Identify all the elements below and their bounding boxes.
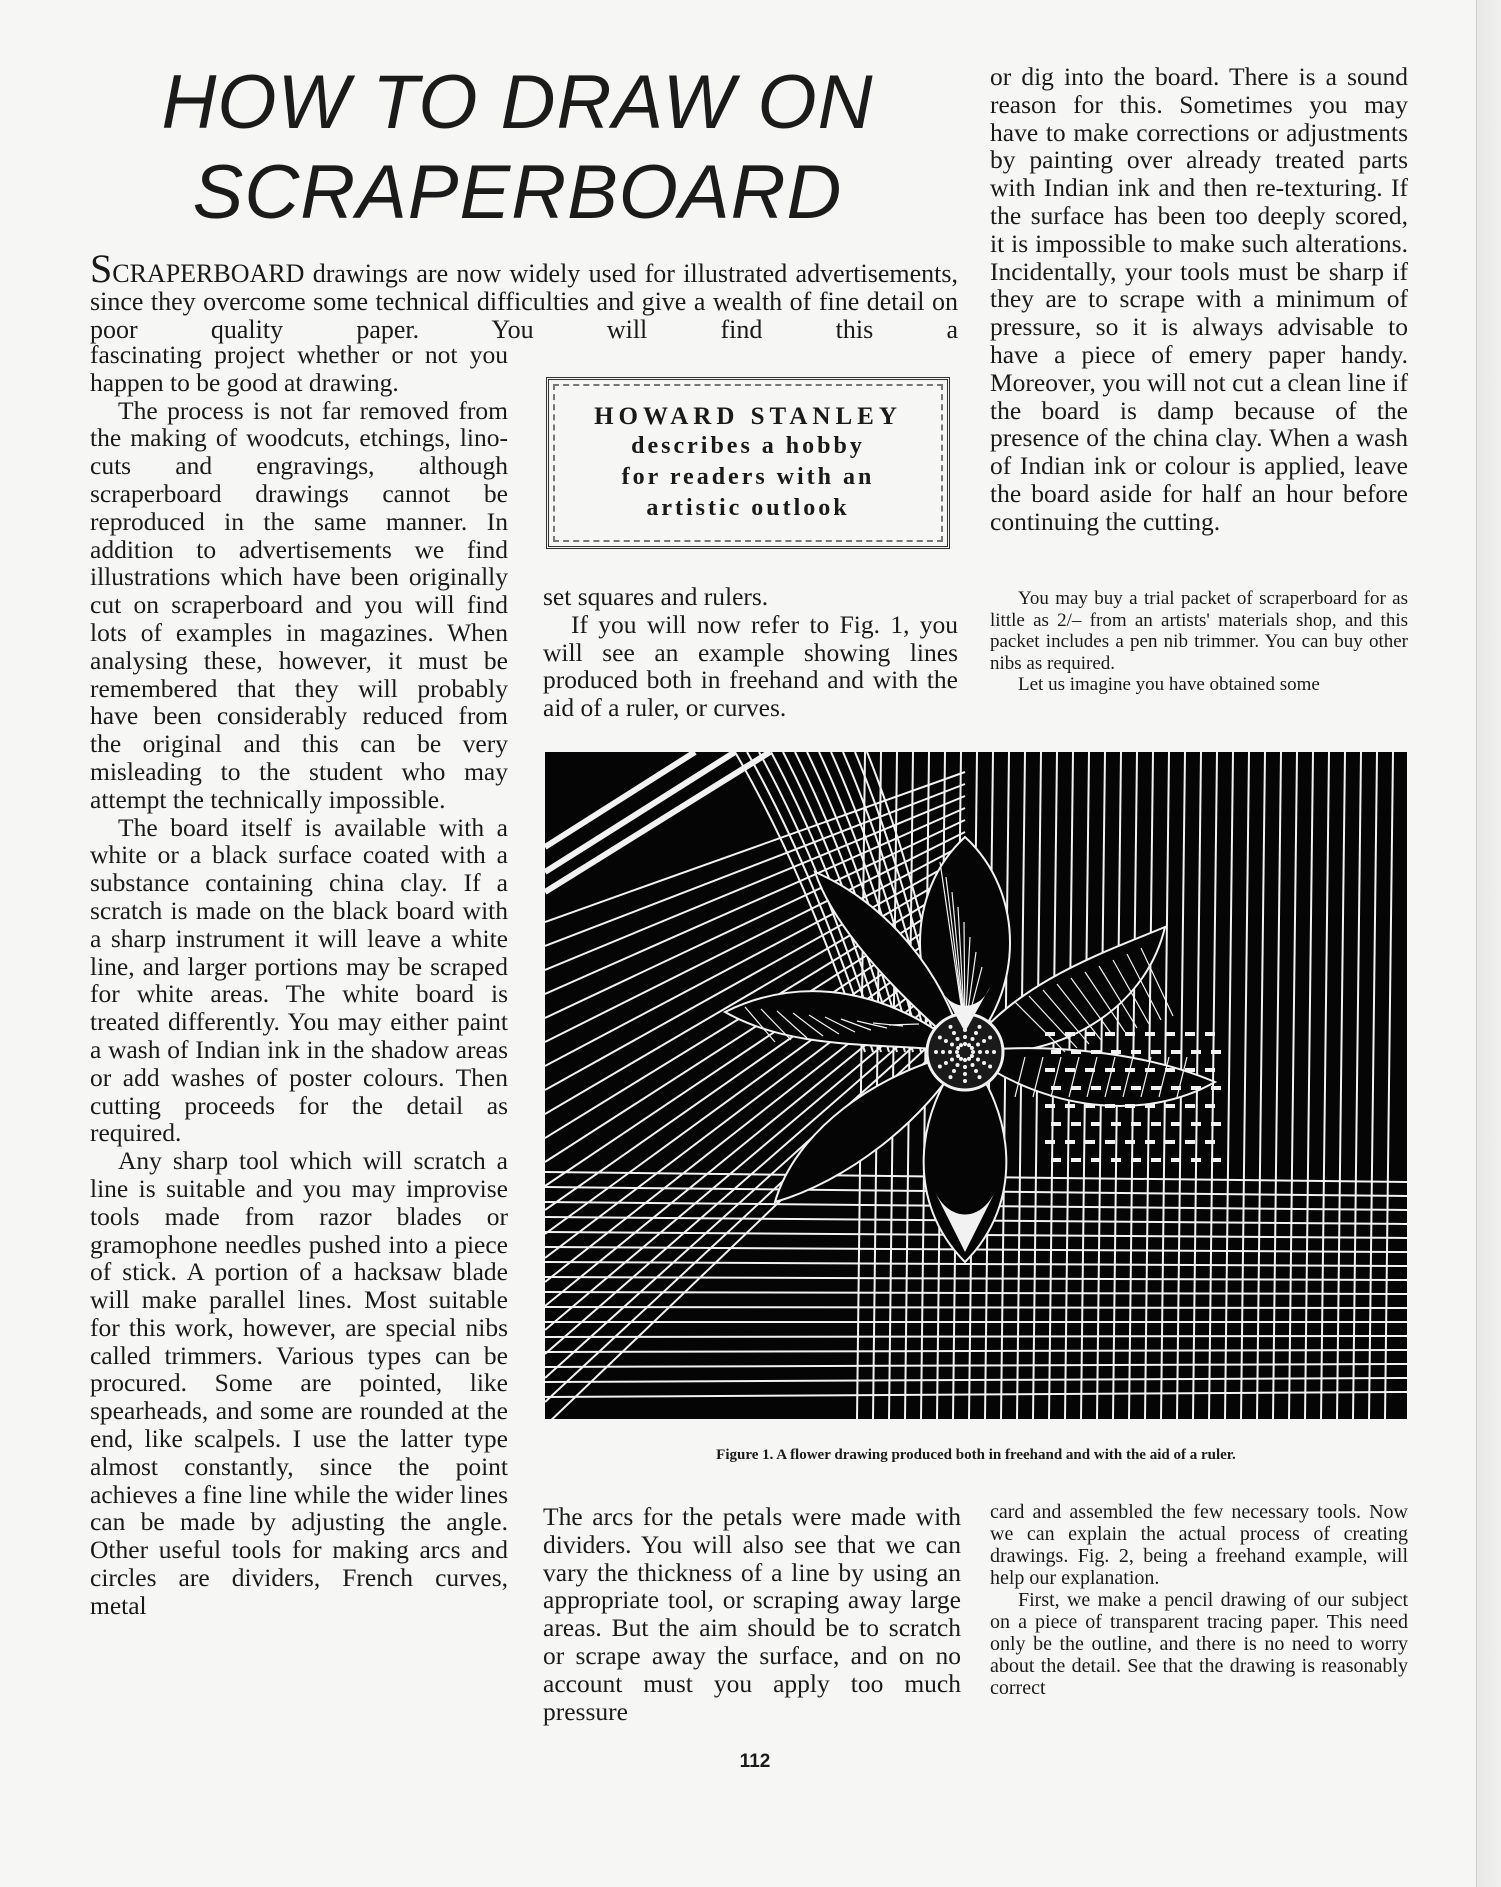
column-left	[90, 341, 508, 1620]
paragraph: Any sharp tool which will scratch a line is suitable and you may improvise tools made from razor blades or gramophone needles pushed into a piece of stick. A portion of a hacksaw blade will make parallel lines. Most suitable for this work, however, are special nibs called trimmers. Various types can be procured. Some are pointed, like spearheads, and some are rounded at the end, like scalpels. I use the latter type almost constantly, since the point achieves a fine line while the wider lines can be made by adjusting the angle. Other useful tools for making arcs and circles are dividers, French curves, metal	[90, 1146, 508, 1620]
author-name: HOWARD STANLEY	[594, 402, 902, 430]
intro-paragraph	[90, 246, 958, 344]
paragraph: You may buy a trial packet of scraperboard for as little as 2/– from an artists' materials shop, and this packet includes a pen nib trimmer. You can buy other nibs as required.	[990, 588, 1408, 674]
article-title	[90, 58, 945, 238]
byline-line: for readers with an	[621, 463, 875, 490]
paragraph: fascinating project whether or not you happen to be good at drawing.	[90, 340, 508, 397]
byline-line: describes a hobby	[631, 432, 865, 459]
paragraph: If you will now refer to Fig. 1, you will see an example showing lines produced both in freehand and with the aid of a ruler, or curves.	[543, 609, 958, 723]
drop-cap: S	[90, 246, 113, 291]
figure-scraperboard-flower	[545, 752, 1407, 1419]
paragraph: card and assembled the few necessary tools. Now we can explain the actual process of creating drawings. Fig. 2, being a freehand example, will help our explanation.	[990, 1501, 1408, 1589]
intro-text: CRAPERBOARD drawings are now widely used for illustrated advertisements, since they overcome some technical difficulties and give a wealth of fine detail on poor quality paper. You will find this a	[90, 259, 958, 344]
title-line-2: SCRAPERBOARD	[192, 150, 843, 235]
paragraph: First, we make a pencil drawing of our subject on a piece of transparent tracing paper. This need only be the outline, and there is no need to worry about the detail. See that the drawing is reasonably correct	[990, 1589, 1408, 1699]
column-right-bottom	[990, 1501, 1408, 1699]
page-edge	[1476, 0, 1501, 1887]
byline-line: artistic outlook	[646, 494, 850, 521]
column-middle-top	[543, 583, 958, 722]
page-number: 112	[739, 1751, 771, 1772]
paragraph: The board itself is available with a white or a black surface coated with a substance containing china clay. If a scratch is made on the black board with a sharp instrument it will leave a white line, and larger portions may be scraped for white areas. The white board is treated differently. You may either paint a wash of Indian ink in the shadow areas or add washes of poster colours. Then cutting proceeds for the detail as required.	[90, 812, 508, 1148]
figure-caption: Figure 1. A flower drawing produced both in freehand and with the aid of a ruler.	[716, 1447, 1236, 1463]
title-line-1: HOW TO DRAW ON	[161, 60, 874, 145]
byline-box	[546, 377, 950, 549]
paragraph: set squares and rulers.	[543, 582, 769, 611]
column-middle-bottom	[543, 1503, 961, 1725]
paragraph: The process is not far removed from the making of woodcuts, etchings, lino-cuts and engravings, although scraperboard drawings cannot be reproduced in the same manner. In addition to advertisements we find illustrations which have been originally cut on scraperboard and you will find lots of examples in magazines. When analysing these, however, it must be remembered that they will probably have been considerably reduced from the original and this can be very misleading to the student who may attempt the technically impossible.	[90, 395, 508, 814]
column-right-small	[990, 588, 1408, 696]
flower-illustration	[545, 752, 1407, 1419]
paragraph: Let us imagine you have obtained some	[1018, 674, 1320, 695]
paragraph: or dig into the board. There is a sound reason for this. Sometimes you may have to make corrections or adjustments by painting over already treated parts with Indian ink and then re-texturing. If the surface has been too deeply scored, it is impossible to make such alterations. Incidentally, your tools must be sharp if they are to scrape with a minimum of pressure, so it is always advisable to have a piece of emery paper handy. Moreover, you will not cut a clean line if the board is damp because of the presence of the china clay. When a wash of Indian ink or colour is applied, leave the board aside for half an hour before continuing the cutting.	[990, 62, 1408, 536]
column-right	[990, 63, 1408, 536]
paragraph: The arcs for the petals were made with dividers. You will also see that we can vary the thickness of a line by using an appropriate tool, or scraping away large areas. But the aim should be to scratch or scrape away the surface, and on no account must you apply too much pressure	[543, 1502, 961, 1726]
